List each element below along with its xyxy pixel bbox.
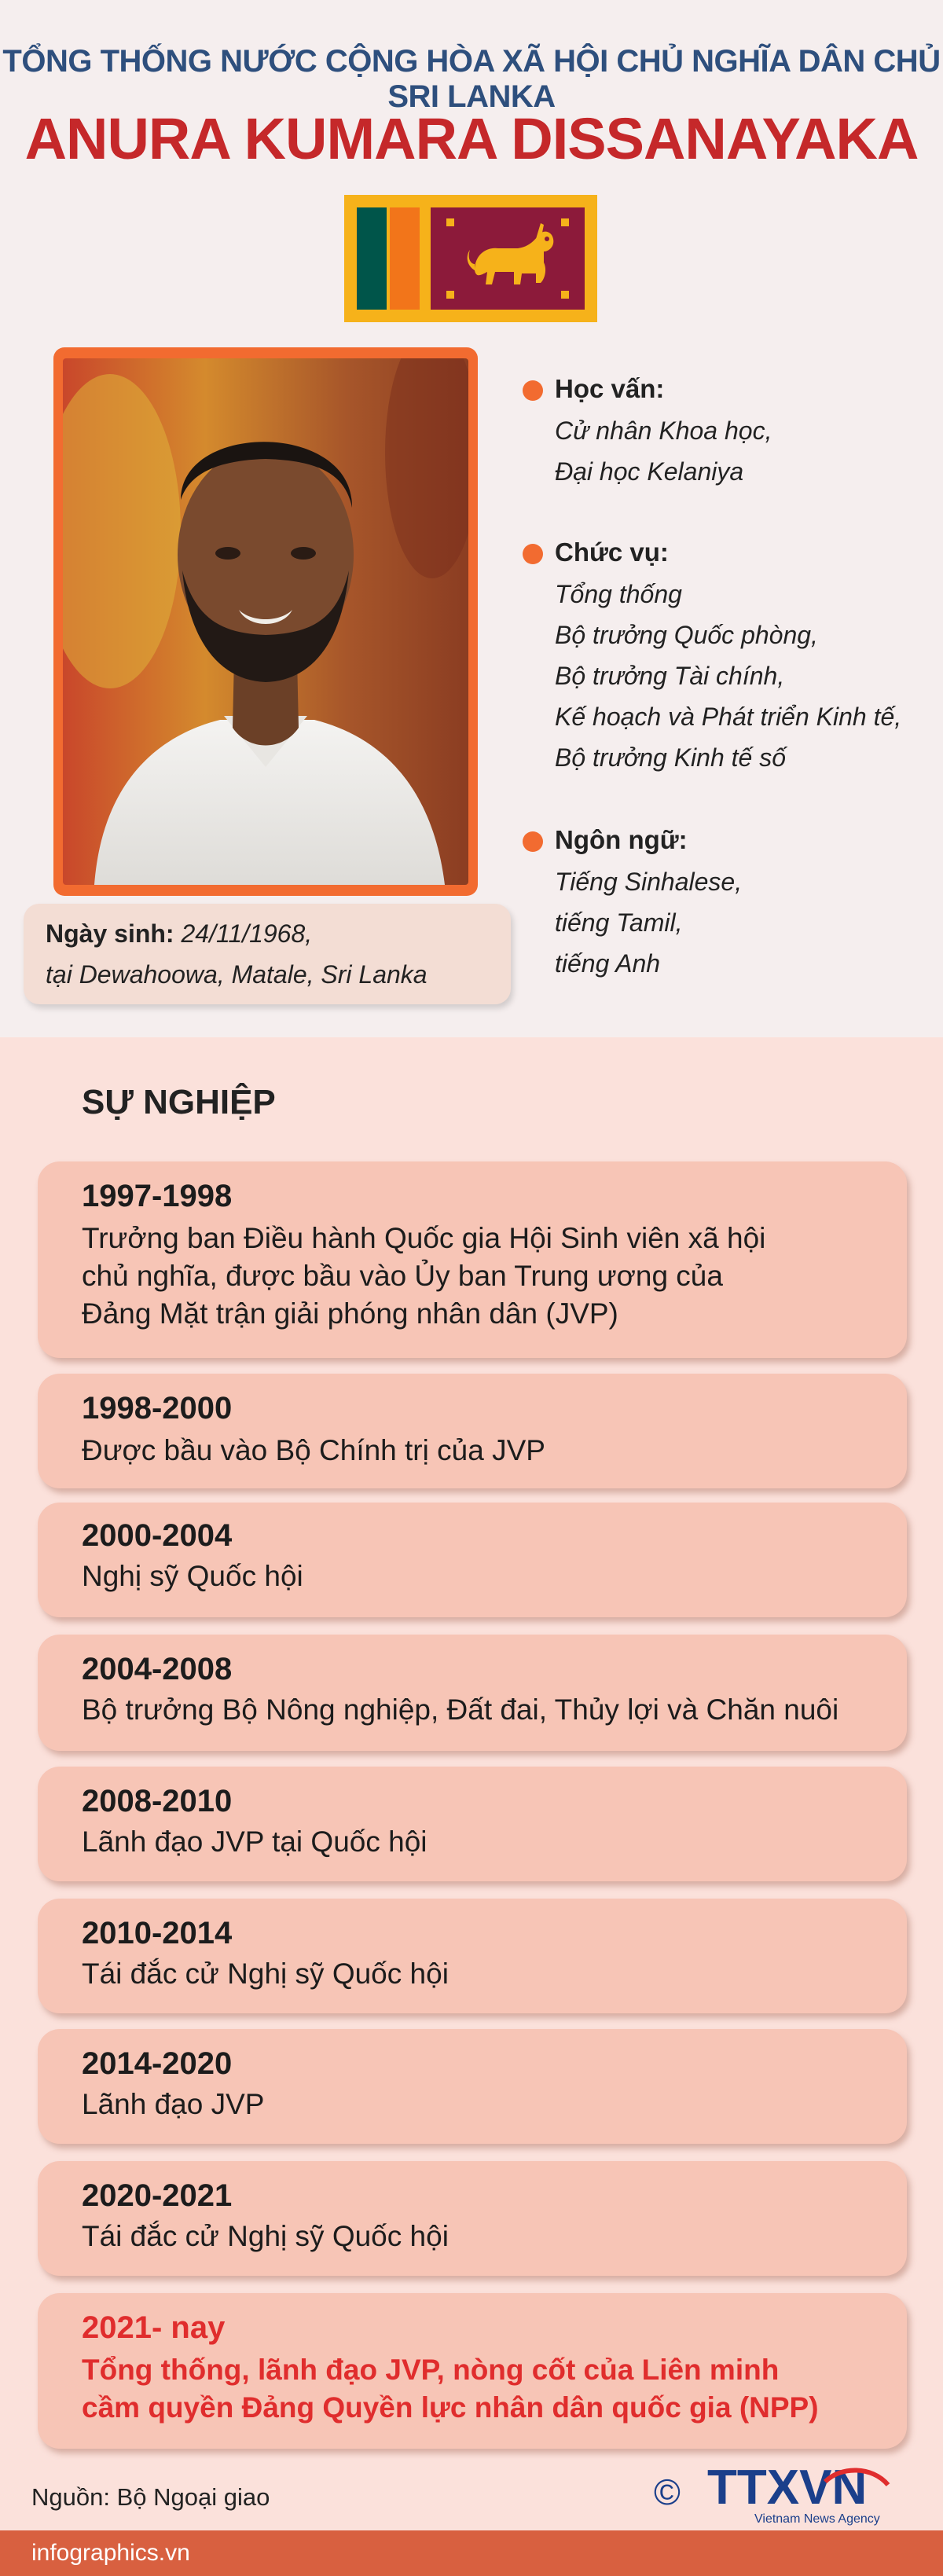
career-card — [38, 2029, 907, 2144]
birth-date-value: 24/11/1968, — [181, 919, 313, 948]
page-title: ANURA KUMARA DISSANAYAKA — [24, 106, 919, 171]
ttxvn-logo — [707, 2458, 904, 2529]
career-card — [38, 1635, 907, 1751]
career-years: 1998-2000 — [82, 1391, 233, 1426]
bullet-dot-icon — [523, 544, 543, 564]
career-card — [38, 1767, 907, 1881]
birth-label: Ngày sinh: — [46, 919, 174, 948]
position-line: Tổng thống — [555, 580, 682, 608]
position-line: Bộ trưởng Tài chính, — [555, 662, 785, 690]
site-name: infographics.vn — [31, 2540, 190, 2566]
portrait-photo — [63, 358, 468, 885]
career-description: Lãnh đạo JVP — [82, 2088, 265, 2120]
career-description: Tái đắc cử Nghị sỹ Quốc hội — [82, 2220, 449, 2252]
career-description: Tổng thống, lãnh đạo JVP, nòng cốt của Liên minh — [82, 2354, 780, 2386]
career-description: cầm quyền Đảng Quyền lực nhân dân quốc gia (NPP) — [82, 2391, 819, 2424]
career-years: 2000-2004 — [82, 1518, 233, 1553]
career-years: 2014-2020 — [82, 2046, 233, 2081]
language-line: Tiếng Sinhalese, — [555, 868, 743, 896]
birth-place: tại Dewahoowa, Matale, Sri Lanka — [46, 960, 427, 989]
page-subtitle: TỔNG THỐNG NƯỚC CỘNG HÒA XÃ HỘI CHỦ NGHĨA DÂN CHỦ SRI LANKA — [2, 44, 941, 114]
career-years: 2020-2021 — [82, 2178, 233, 2213]
career-description: Lãnh đạo JVP tại Quốc hội — [82, 1826, 427, 1858]
education-line: Cử nhân Khoa học, — [555, 416, 772, 445]
position-line: Kế hoạch và Phát triển Kinh tế, — [555, 703, 902, 731]
career-years: 2008-2010 — [82, 1784, 233, 1818]
career-years: 2021- nay — [82, 2310, 226, 2345]
language-line: tiếng Tamil, — [555, 908, 683, 937]
career-card-current — [38, 2293, 907, 2449]
education-line: Đại học Kelaniya — [555, 457, 744, 486]
career-card — [38, 1374, 907, 1488]
lion-emblem-icon — [443, 215, 572, 302]
career-description: Trưởng ban Điều hành Quốc gia Hội Sinh viên xã hội — [82, 1222, 766, 1254]
career-card — [38, 2161, 907, 2276]
career-years: 1997-1998 — [82, 1179, 233, 1213]
logo-text: TTXVN — [707, 2460, 868, 2515]
birth-date — [46, 919, 312, 949]
sri-lanka-flag-icon — [344, 195, 597, 322]
career-years: 2004-2008 — [82, 1652, 233, 1686]
education-label: Học vấn: — [555, 374, 665, 403]
source-note: Nguồn: Bộ Ngoại giao — [31, 2483, 270, 2511]
career-card — [38, 1503, 907, 1617]
bullet-dot-icon — [523, 380, 543, 401]
language-line: tiếng Anh — [555, 949, 661, 978]
position-line: Bộ trưởng Kinh tế số — [555, 743, 786, 772]
copyright-icon: © — [654, 2471, 681, 2512]
career-description: Đảng Mặt trận giải phóng nhân dân (JVP) — [82, 1297, 618, 1330]
career-card — [38, 1899, 907, 2013]
positions-label: Chức vụ: — [555, 538, 669, 567]
logo-subtext: Vietnam News Agency — [754, 2512, 880, 2526]
career-description: Bộ trưởng Bộ Nông nghiệp, Đất đai, Thủy lợi và Chăn nuôi — [82, 1693, 839, 1726]
career-card — [38, 1161, 907, 1358]
bullet-dot-icon — [523, 831, 543, 852]
career-description: Tái đắc cử Nghị sỹ Quốc hội — [82, 1958, 449, 1990]
career-title: SỰ NGHIỆP — [82, 1083, 276, 1121]
career-description: Nghị sỹ Quốc hội — [82, 1560, 303, 1592]
position-line: Bộ trưởng Quốc phòng, — [555, 621, 818, 649]
career-description: Được bầu vào Bộ Chính trị của JVP — [82, 1434, 545, 1466]
languages-label: Ngôn ngữ: — [555, 825, 688, 854]
career-description: chủ nghĩa, được bầu vào Ủy ban Trung ương của — [82, 1260, 723, 1292]
career-years: 2010-2014 — [82, 1916, 233, 1950]
